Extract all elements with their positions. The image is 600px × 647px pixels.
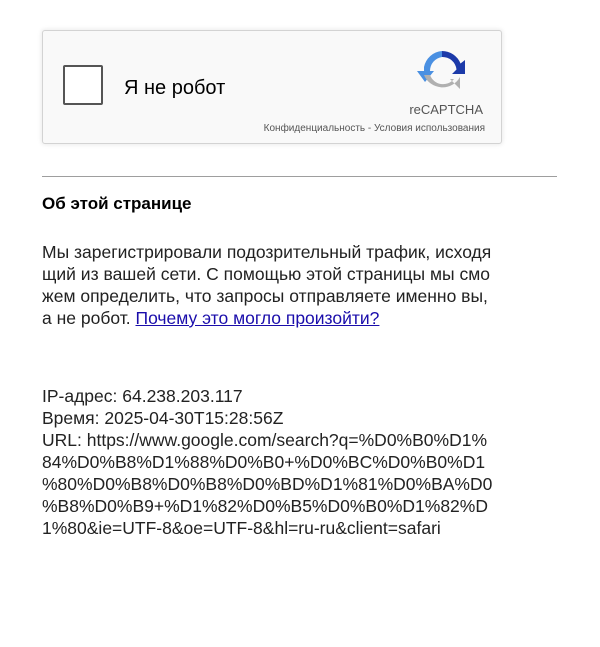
timestamp-line: Время: 2025-04-30T15:28:56Z	[42, 408, 284, 428]
section-divider	[42, 176, 557, 177]
url-line: %80%D0%B8%D0%B8%D0%BD%D1%81%D0%BA%D0	[42, 474, 493, 494]
about-page-title: Об этой странице	[42, 194, 192, 213]
url-line: URL: https://www.google.com/search?q=%D0%B0%D1%	[42, 430, 488, 450]
not-robot-checkbox[interactable]	[63, 65, 103, 105]
request-details	[42, 385, 562, 539]
url-line: 84%D0%B8%D1%88%D0%B0+%D0%BC%D0%B0%D1	[42, 452, 486, 472]
recaptcha-logo-icon	[416, 45, 468, 97]
recaptcha-widget	[42, 30, 502, 144]
privacy-link[interactable]: Конфиденциальность	[263, 123, 366, 134]
about-page-paragraph	[42, 241, 562, 329]
terms-link[interactable]: Условия использования	[374, 123, 485, 134]
recaptcha-brand-text: reCAPTCHA	[409, 102, 483, 117]
paragraph-line: щий из вашей сети. С помощью этой страницы мы смо	[42, 264, 490, 284]
paragraph-line-prefix: а не робот.	[42, 308, 136, 328]
url-line: 1%80&ie=UTF-8&oe=UTF-8&hl=ru-ru&client=safari	[42, 518, 441, 538]
recaptcha-footer-links	[264, 123, 485, 135]
url-line: %B8%D0%B9+%D1%82%D0%B5%D0%B0%D1%82%D	[42, 496, 488, 516]
ip-address-line: IP-адрес: 64.238.203.117	[42, 386, 243, 406]
paragraph-last-line	[42, 307, 562, 329]
not-robot-label[interactable]: Я не робот	[124, 77, 226, 99]
links-separator: -	[365, 123, 374, 134]
paragraph-line: жем определить, что запросы отправляете именно вы,	[42, 286, 488, 306]
paragraph-line: Мы зарегистрировали подозрительный трафик, исходя	[42, 242, 492, 262]
why-this-happened-link[interactable]: Почему это могло произойти?	[135, 308, 380, 328]
